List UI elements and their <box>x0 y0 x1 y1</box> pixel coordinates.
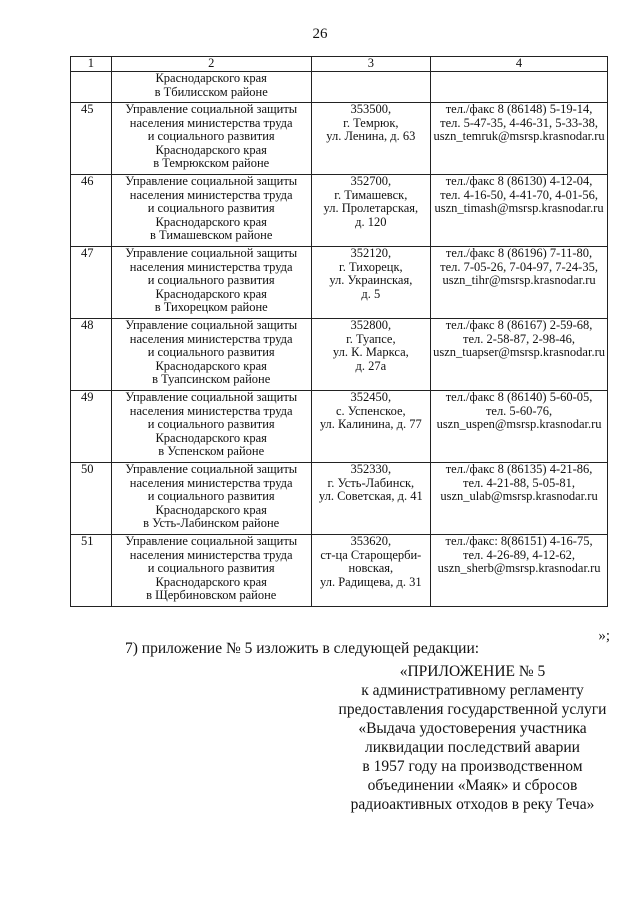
office-address-line: ул. Советская, д. 41 <box>318 489 423 503</box>
office-name-line: Краснодарского края <box>155 71 267 85</box>
office-name-cell <box>111 72 311 103</box>
office-address-line: д. 27а <box>355 358 387 373</box>
table-body <box>71 57 608 607</box>
office-address-line: ул. Ленина, д. 63 <box>326 129 416 143</box>
office-name-line: Краснодарского края <box>155 430 267 445</box>
office-address-cell <box>311 463 431 535</box>
office-address-line: с. Успенское, <box>335 403 406 418</box>
office-name-line: в Тихорецком районе <box>154 300 268 314</box>
office-name-cell <box>111 319 311 391</box>
office-name-line: Краснодарского края <box>155 214 267 229</box>
office-address-line: г. Тихорецк, <box>338 259 403 274</box>
office-name-cell <box>111 103 311 175</box>
office-contacts-line: тел. 4-26-89, 4-12-62, <box>463 547 576 562</box>
office-name-line: населения министерства труда <box>129 547 293 562</box>
row-number: 47 <box>71 247 112 319</box>
office-name-line: Управление социальной защиты <box>125 390 298 404</box>
office-contacts-line: тел./факс 8 (86167) 2-59-68, <box>445 318 593 332</box>
header-col-1: 1 <box>71 57 112 72</box>
office-address-line: 353500, <box>350 102 392 116</box>
table-row-continued <box>71 72 608 103</box>
office-address-cell <box>311 72 431 103</box>
page-number: 26 <box>312 26 328 42</box>
table-row <box>71 247 608 319</box>
office-name-line: Управление социальной защиты <box>125 318 298 332</box>
office-name-line: в Тимашевском районе <box>149 228 273 242</box>
row-number: 49 <box>71 391 112 463</box>
office-address-cell <box>311 535 431 607</box>
amendment-text: 7) приложение № 5 изложить в следующей редакции: <box>125 640 480 657</box>
office-contacts-line: uszn_tihr@msrsp.krasnodar.ru <box>442 273 596 287</box>
row-number: 46 <box>71 175 112 247</box>
office-name-line: Краснодарского края <box>155 502 267 517</box>
office-name-line: в Щербиновском районе <box>146 588 277 602</box>
office-contacts-line: uszn_sherb@msrsp.krasnodar.ru <box>437 561 601 575</box>
table-row <box>71 319 608 391</box>
office-name-line: и социального развития <box>147 417 275 431</box>
office-name-line: и социального развития <box>147 561 275 575</box>
office-name-line: населения министерства труда <box>129 331 293 346</box>
office-name-line: в Тбилисском районе <box>154 84 268 99</box>
office-contacts-line: uszn_tuapser@msrsp.krasnodar.ru <box>433 345 605 359</box>
row-number: 51 <box>71 535 112 607</box>
office-address-line: д. 5 <box>361 286 381 301</box>
office-address-line: г. Усть-Лабинск, <box>327 475 415 490</box>
table-row <box>71 535 608 607</box>
appendix-heading-line: «Выдача удостоверения участника <box>358 720 587 737</box>
office-contacts-line: тел. 4-21-88, 5-05-81, <box>463 475 576 490</box>
table-row <box>71 391 608 463</box>
office-name-line: Управление социальной защиты <box>125 246 298 260</box>
office-name-cell <box>111 247 311 319</box>
office-contacts-line: тел. 4-16-50, 4-41-70, 4-01-56, <box>440 187 598 202</box>
office-address-line: г. Тимашевск, <box>334 187 408 202</box>
office-name-cell <box>111 391 311 463</box>
office-name-line: в Усть-Лабинском районе <box>143 516 280 530</box>
table-row <box>71 175 608 247</box>
office-name-line: и социального развития <box>147 201 275 215</box>
office-name-line: в Успенском районе <box>158 444 265 458</box>
office-address-line: 352800, <box>350 318 392 332</box>
office-address-line: ул. К. Маркса, <box>332 345 409 359</box>
office-name-line: Управление социальной защиты <box>125 534 298 548</box>
office-address-line: 352700, <box>350 174 392 188</box>
office-name-line: Управление социальной защиты <box>125 174 298 188</box>
header-col-4: 4 <box>431 57 608 72</box>
office-address-line: ул. Украинская, <box>329 273 413 287</box>
office-name-line: и социального развития <box>147 345 275 359</box>
office-name-line: населения министерства труда <box>129 187 293 202</box>
office-address-line: 352450, <box>350 390 392 404</box>
office-name-line: Краснодарского края <box>155 142 267 157</box>
office-address-line: новская, <box>348 561 394 575</box>
office-address-cell <box>311 319 431 391</box>
office-name-line: Краснодарского края <box>155 286 267 301</box>
office-address-line: г. Туапсе, <box>346 331 396 346</box>
office-address-line: ст-ца Старощерби- <box>320 547 422 562</box>
office-name-line: и социального развития <box>147 489 275 503</box>
office-address-cell <box>311 103 431 175</box>
office-contacts-cell <box>431 72 608 103</box>
office-address-cell <box>311 175 431 247</box>
office-contacts-line: тел. 5-47-35, 4-46-31, 5-33-38, <box>440 115 598 130</box>
office-contacts-cell <box>431 319 608 391</box>
table-row <box>71 103 608 175</box>
office-contacts-line: uszn_uspen@msrsp.krasnodar.ru <box>436 417 602 431</box>
appendix-heading-line: к административному регламенту <box>361 682 584 699</box>
appendix-heading-line: ликвидации последствий аварии <box>365 739 580 756</box>
office-name-line: и социального развития <box>147 129 275 143</box>
office-name-cell <box>111 463 311 535</box>
row-number <box>71 72 112 103</box>
office-name-cell <box>111 175 311 247</box>
office-contacts-line: тел. 5-60-76, <box>485 403 553 418</box>
office-contacts-line: тел./факс 8 (86130) 4-12-04, <box>445 174 593 188</box>
appendix-heading-block <box>300 662 640 814</box>
table-row <box>71 463 608 535</box>
office-name-line: населения министерства труда <box>129 259 293 274</box>
office-name-line: в Темрюкском районе <box>153 156 270 170</box>
office-address-line: 353620, <box>350 534 392 548</box>
office-contacts-line: тел./факс: 8(86151) 4-16-75, <box>445 534 593 548</box>
office-address-line: ул. Калинина, д. 77 <box>319 417 422 431</box>
office-name-line: Краснодарского края <box>155 574 267 589</box>
header-col-3: 3 <box>311 57 431 72</box>
office-name-line: Краснодарского края <box>155 358 267 373</box>
office-name-line: населения министерства труда <box>129 115 293 130</box>
office-name-line: населения министерства труда <box>129 403 293 418</box>
row-number: 45 <box>71 103 112 175</box>
office-name-line: и социального развития <box>147 273 275 287</box>
office-name-cell <box>111 535 311 607</box>
office-contacts-line: uszn_timash@msrsp.krasnodar.ru <box>434 201 604 215</box>
office-contacts-line: тел./факс 8 (86196) 7-11-80, <box>445 246 593 260</box>
appendix-heading-line: объединении «Маяк» и сбросов <box>367 777 578 794</box>
office-contacts-cell <box>431 247 608 319</box>
office-contacts-line: тел. 7-05-26, 7-04-97, 7-24-35, <box>440 259 598 274</box>
appendix-heading-line: радиоактивных отходов в реку Теча» <box>350 796 595 813</box>
office-name-line: населения министерства труда <box>129 475 293 490</box>
table-header-row <box>71 57 608 72</box>
office-contacts-line: uszn_temruk@msrsp.krasnodar.ru <box>433 129 605 143</box>
office-name-line: Управление социальной защиты <box>125 102 298 116</box>
office-contacts-line: тел./факс 8 (86135) 4-21-86, <box>445 462 593 476</box>
row-number: 50 <box>71 463 112 535</box>
office-contacts-line: тел. 2-58-87, 2-98-46, <box>463 331 576 346</box>
office-address-line: д. 120 <box>355 214 387 229</box>
office-address-cell <box>311 247 431 319</box>
header-col-2: 2 <box>111 57 311 72</box>
office-contacts-cell <box>431 535 608 607</box>
office-contacts-cell <box>431 391 608 463</box>
appendix-heading-line: «ПРИЛОЖЕНИЕ № 5 <box>399 663 546 680</box>
appendix-heading-line: предоставления государственной услуги <box>338 701 607 718</box>
regional-offices-table <box>70 56 608 607</box>
office-contacts-line: uszn_ulab@msrsp.krasnodar.ru <box>440 489 598 503</box>
office-contacts-cell <box>431 103 608 175</box>
office-contacts-cell <box>431 463 608 535</box>
office-contacts-line: тел./факс 8 (86140) 5-60-05, <box>445 390 593 404</box>
office-address-line: г. Темрюк, <box>343 115 399 130</box>
office-address-line: 352330, <box>350 462 392 476</box>
office-contacts-line: тел./факс 8 (86148) 5-19-14, <box>445 102 593 116</box>
office-address-line: 352120, <box>350 246 392 260</box>
office-name-line: в Туапсинском районе <box>152 372 271 386</box>
office-name-line: Управление социальной защиты <box>125 462 298 476</box>
office-address-cell <box>311 391 431 463</box>
appendix-heading-line: в 1957 году на производственном <box>362 758 583 775</box>
table-end-mark: »; <box>598 628 610 644</box>
office-address-line: ул. Радищева, д. 31 <box>320 574 422 589</box>
office-address-line: ул. Пролетарская, <box>323 201 419 215</box>
office-contacts-cell <box>431 175 608 247</box>
row-number: 48 <box>71 319 112 391</box>
